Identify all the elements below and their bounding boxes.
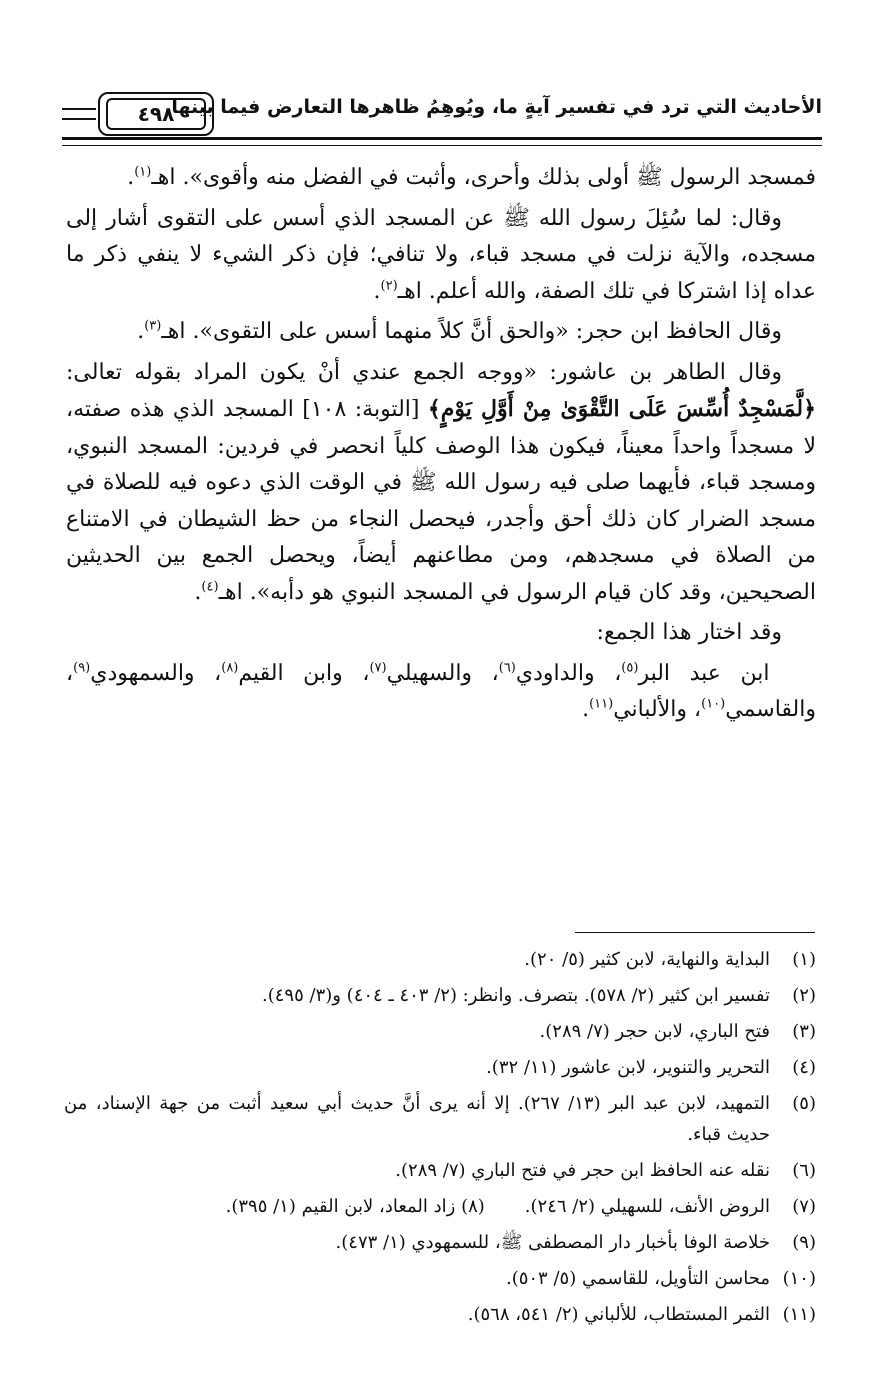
footnote-ref-4[interactable]: (٤) bbox=[201, 579, 219, 595]
header-ornament bbox=[62, 108, 96, 120]
footnote-ref-9[interactable]: (٩) bbox=[73, 660, 91, 676]
footnote-text-pair bbox=[64, 1191, 770, 1222]
footnote-text: التحرير والتنوير، لابن عاشور (١١/ ٣٢). bbox=[486, 1057, 770, 1078]
running-header-title: الأحاديث التي ترد في تفسير آيةٍ ما، ويُوهِمُ ظاهرها التعارض فيما بينها bbox=[171, 96, 822, 118]
page-number: ٤٩٨ bbox=[106, 98, 206, 130]
scholar-name: وابن القيم bbox=[238, 660, 343, 686]
page-number-frame bbox=[98, 92, 214, 136]
scholar-name: والسهيلي bbox=[386, 660, 473, 686]
footnote-ref-5[interactable]: (٥) bbox=[621, 660, 639, 676]
footnote-text: محاسن التأويل، للقاسمي (٥/ ٥٠٣). bbox=[505, 1268, 770, 1289]
footnote-text: الروض الأنف، للسهيلي (٢/ ٢٤٦). bbox=[524, 1196, 770, 1217]
footnote-text: التمهيد، لابن عبد البر (١٣/ ٢٦٧). إلا أنه يرى أنَّ حديث أبي سعيد أثبت من جهة الإسناد، من حديث قباء. bbox=[64, 1093, 770, 1145]
scholar-name: والألباني bbox=[613, 697, 688, 722]
footnote-3 bbox=[64, 1016, 816, 1047]
footnote-number: (٤) bbox=[792, 1057, 816, 1078]
scholar-name: والسمهودي bbox=[90, 660, 195, 686]
scholars-list bbox=[66, 656, 816, 729]
paragraph-2: وقال: لما سُئِلَ رسول الله ﷺ عن المسجد الذي أسس على التقوى أشار إلى مسجده، والآية نزلت في مسجد قباء، ولا تنافي؛ فإن ذكر الشيء لا ينفي ذكر ما عداه إذا اشتركا في تلك الصفة، والله أعلم. اهـ$^{(٢)}$. bbox=[66, 205, 816, 304]
footnote-6 bbox=[64, 1155, 816, 1186]
footnote-ref-3[interactable]: (٣) bbox=[144, 318, 162, 334]
footnote-ref-1[interactable]: (١) bbox=[134, 164, 152, 180]
footnote-text: فتح الباري، لابن حجر (٧/ ٢٨٩). bbox=[539, 1021, 770, 1042]
separator: ، bbox=[342, 660, 370, 686]
footnote-ref-10[interactable]: (١٠) bbox=[701, 696, 726, 712]
paragraph-2-text: وقال: لما سُئِلَ رسول الله ﷺ عن المسجد الذي أسس على التقوى أشار إلى مسجده، والآية نزلت في مسجد قباء، ولا تنافي؛ فإن ذكر الشيء لا ينفي ذكر ما عداه إذا اشتركا في تلك الصفة، والله أعلم. اهـ bbox=[66, 205, 816, 304]
footnote-4 bbox=[64, 1052, 816, 1083]
scholar-name: والداودي bbox=[515, 660, 595, 686]
running-header bbox=[62, 88, 822, 146]
footnote-text: زاد المعاد، لابن القيم (١/ ٣٩٥). bbox=[225, 1196, 456, 1217]
separator: ، bbox=[472, 660, 499, 686]
header-rule bbox=[62, 137, 822, 146]
footnotes bbox=[64, 944, 816, 1335]
footnote-text: خلاصة الوفا بأخبار دار المصطفى ﷺ، للسمهودي (١/ ٤٧٣). bbox=[335, 1232, 770, 1253]
footnote-number: (٧) bbox=[792, 1196, 816, 1217]
main-text bbox=[66, 160, 816, 733]
paragraph-1: فمسجد الرسول ﷺ أولى بذلك وأحرى، وأثبت في الفضل منه وأقوى». اهـ$^{(١)}$. bbox=[127, 164, 816, 190]
paragraph-4: وقال الطاهر بن عاشور: «ووجه الجمع عندي أنْ يكون المراد بقوله تعالى: ﴿لَّمَسْجِدٌ أُسِّسَ عَلَى التَّقْوَىٰ مِنْ أَوَّلِ يَوْمٍ﴾ [التوبة: ١٠٨] المسجد الذي هذه صفته، لا مسجداً واحداً معيناً، فيكون هذا الوصف كلياً انحصر في فردين: المسجد النبوي، ومسجد قباء، فأيهما صلى فيه رسول الله ﷺ في الوقت الذي دعوه فيه للصلاة في مسجد الضرار كان ذلك أحق وأجدر، فيحصل النجاء من حظ الشيطان في الامتناع من الصلاة في مسجدهم، ومن مطاعنهم أيضاً، ويحصل الجمع بين الحديثين الصحيحين، وقد كان قيام الرسول في المسجد النبوي هو دأبه». اهـ$^{(٤)}$. bbox=[66, 359, 816, 605]
quran-verse: ﴿لَّمَسْجِدٌ أُسِّسَ عَلَى التَّقْوَىٰ مِنْ أَوَّلِ يَوْمٍ﴾ bbox=[427, 396, 816, 422]
separator: . bbox=[582, 697, 590, 722]
footnote-ref-2[interactable]: (٢) bbox=[380, 278, 398, 294]
separator: ، bbox=[194, 660, 222, 686]
paragraph-3: وقال الحافظ ابن حجر: «والحق أنَّ كلاً منهما أسس على التقوى». اهـ$^{(٣)}$. bbox=[137, 318, 782, 344]
paragraph-5: وقد اختار هذا الجمع: bbox=[596, 620, 782, 645]
footnote-9 bbox=[64, 1227, 816, 1258]
paragraph-3-text: وقال الحافظ ابن حجر: «والحق أنَّ كلاً منهما أسس على التقوى». اهـ bbox=[161, 319, 782, 344]
footnote-number: (١) bbox=[792, 949, 816, 970]
footnote-number: (٣) bbox=[792, 1021, 816, 1042]
footnote-number: (١٠) bbox=[782, 1268, 816, 1289]
separator: ، bbox=[66, 660, 74, 686]
separator: ، bbox=[594, 660, 622, 686]
footnote-text: البداية والنهاية، لابن كثير (٥/ ٢٠). bbox=[524, 949, 770, 970]
footnote-number: (٨) bbox=[461, 1196, 485, 1217]
footnote-8 bbox=[226, 1191, 485, 1222]
footnote-ref-8[interactable]: (٨) bbox=[221, 660, 239, 676]
footnote-1 bbox=[64, 944, 816, 975]
footnote-number: (٦) bbox=[792, 1160, 816, 1181]
footnote-number: (٥) bbox=[792, 1093, 816, 1114]
footnote-10 bbox=[64, 1263, 816, 1294]
paragraph-4-rest: [التوبة: ١٠٨] المسجد الذي هذه صفته، لا مسجداً واحداً معيناً، فيكون هذا الوصف كلياً انحصر في فردين: المسجد النبوي، ومسجد قباء، فأيهما صلى فيه رسول الله ﷺ في الوقت الذي دعوه فيه للصلاة في مسجد الضرار كان ذلك أحق وأجدر، فيحصل النجاء من حظ الشيطان في الامتناع من الصلاة في مسجدهم، ومن مطاعنهم أيضاً، ويحصل الجمع بين الحديثين الصحيحين، وقد كان قيام الرسول في المسجد النبوي هو دأبه». اهـ bbox=[66, 397, 816, 605]
footnote-number: (١١) bbox=[782, 1304, 816, 1325]
footnote-number: (٢) bbox=[792, 985, 816, 1006]
scholar-name: ابن عبد البر bbox=[638, 660, 770, 686]
paragraph-1-text: فمسجد الرسول ﷺ أولى بذلك وأحرى، وأثبت في الفضل منه وأقوى». اهـ bbox=[151, 165, 816, 190]
footnote-11 bbox=[64, 1299, 816, 1330]
footnote-separator bbox=[575, 932, 815, 933]
footnote-2 bbox=[64, 980, 816, 1011]
footnote-5 bbox=[64, 1088, 816, 1150]
footnote-text: نقله عنه الحافظ ابن حجر في فتح الباري (٧/ ٢٨٩). bbox=[395, 1160, 770, 1181]
footnote-7-8 bbox=[64, 1191, 816, 1222]
footnote-ref-6[interactable]: (٦) bbox=[498, 660, 516, 676]
footnote-number: (٩) bbox=[792, 1232, 816, 1253]
separator: ، bbox=[687, 697, 702, 722]
footnote-ref-11[interactable]: (١١) bbox=[589, 696, 614, 712]
footnote-text: الثمر المستطاب، للألباني (٢/ ٥٤١، ٥٦٨). bbox=[467, 1304, 770, 1325]
footnote-text: تفسير ابن كثير (٢/ ٥٧٨). بتصرف. وانظر: (٢/ ٤٠٣ ـ ٤٠٤) و(٣/ ٤٩٥). bbox=[262, 985, 770, 1006]
paragraph-4-start: وقال الطاهر بن عاشور: «ووجه الجمع عندي أنْ يكون المراد بقوله تعالى: bbox=[66, 359, 782, 385]
scholar-name: والقاسمي bbox=[725, 697, 816, 722]
footnote-ref-7[interactable]: (٧) bbox=[369, 660, 387, 676]
